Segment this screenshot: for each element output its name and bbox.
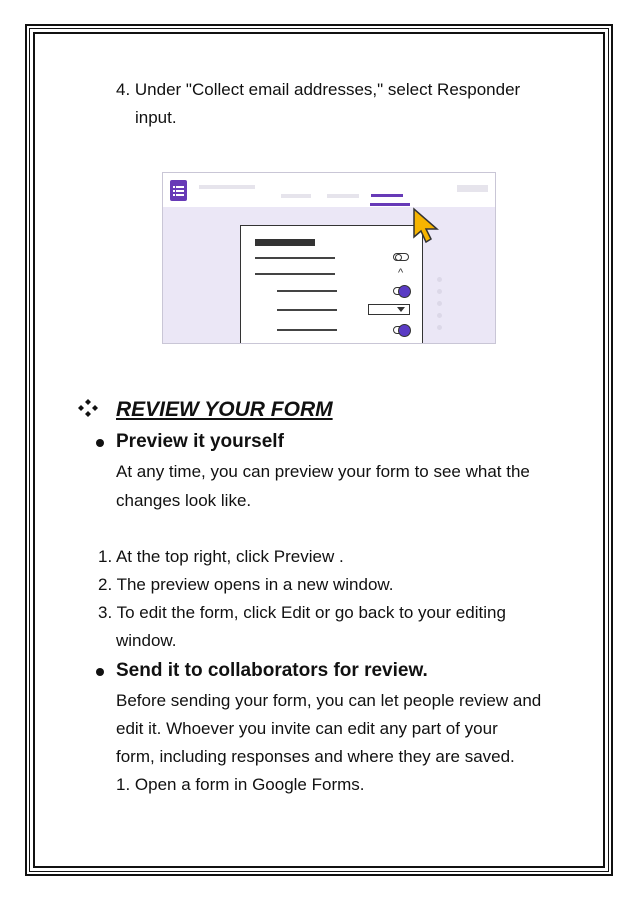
setting-line [277,290,337,292]
setting-line [255,257,335,259]
setting-line [255,273,335,275]
preview-desc-line1: At any time, you can preview your form to see what the [116,462,530,481]
diamond-bullet-icon [77,398,99,418]
collaborators-step-1: 1. Open a form in Google Forms. [116,775,365,794]
google-forms-icon [170,180,187,201]
step4-line1: 4. Under "Collect email addresses," select Responder [116,80,521,99]
tab-settings-bar [371,194,403,197]
setting-line [277,309,337,311]
bullet-icon [96,668,104,676]
preview-step-3-cont: window. [116,631,177,650]
responder-input-dropdown [368,304,410,315]
collaborators-heading: Send it to collaborators for review. [116,660,428,681]
forms-topbar [163,173,495,207]
preview-step-2: 2. The preview opens in a new window. [98,575,394,594]
pointer-cursor-icon [411,207,449,247]
preview-desc-line2: changes look like. [116,491,252,510]
collaborators-desc-line2: edit it. Whoever you invite can edit any part of your [116,719,498,738]
collaborators-desc-line1: Before sending your form, you can let people review and [116,691,542,710]
title-placeholder-bar [199,185,255,189]
chevron-up-icon: ^ [398,267,404,279]
bullet-icon [96,439,104,447]
setting-line [277,329,337,331]
collaborators-desc-line3: form, including responses and where they are saved. [116,747,515,766]
tab-settings-underline [370,203,410,206]
settings-panel-heading-bar [255,239,315,246]
settings-panel [240,225,423,344]
toggle-off-icon [393,253,409,261]
tab-questions-bar [281,194,311,198]
forms-settings-illustration [162,172,496,344]
preview-heading: Preview it yourself [116,431,284,452]
tab-responses-bar [327,194,359,198]
toggle-on-icon [393,287,409,295]
section-title: REVIEW YOUR FORM [116,398,333,421]
toggle-on-icon [393,326,409,334]
send-button-placeholder [457,185,488,192]
step4-line2: input. [135,108,177,127]
preview-step-3: 3. To edit the form, click Edit or go back to your editing [98,603,506,622]
preview-step-1: 1. At the top right, click Preview . [98,547,344,566]
